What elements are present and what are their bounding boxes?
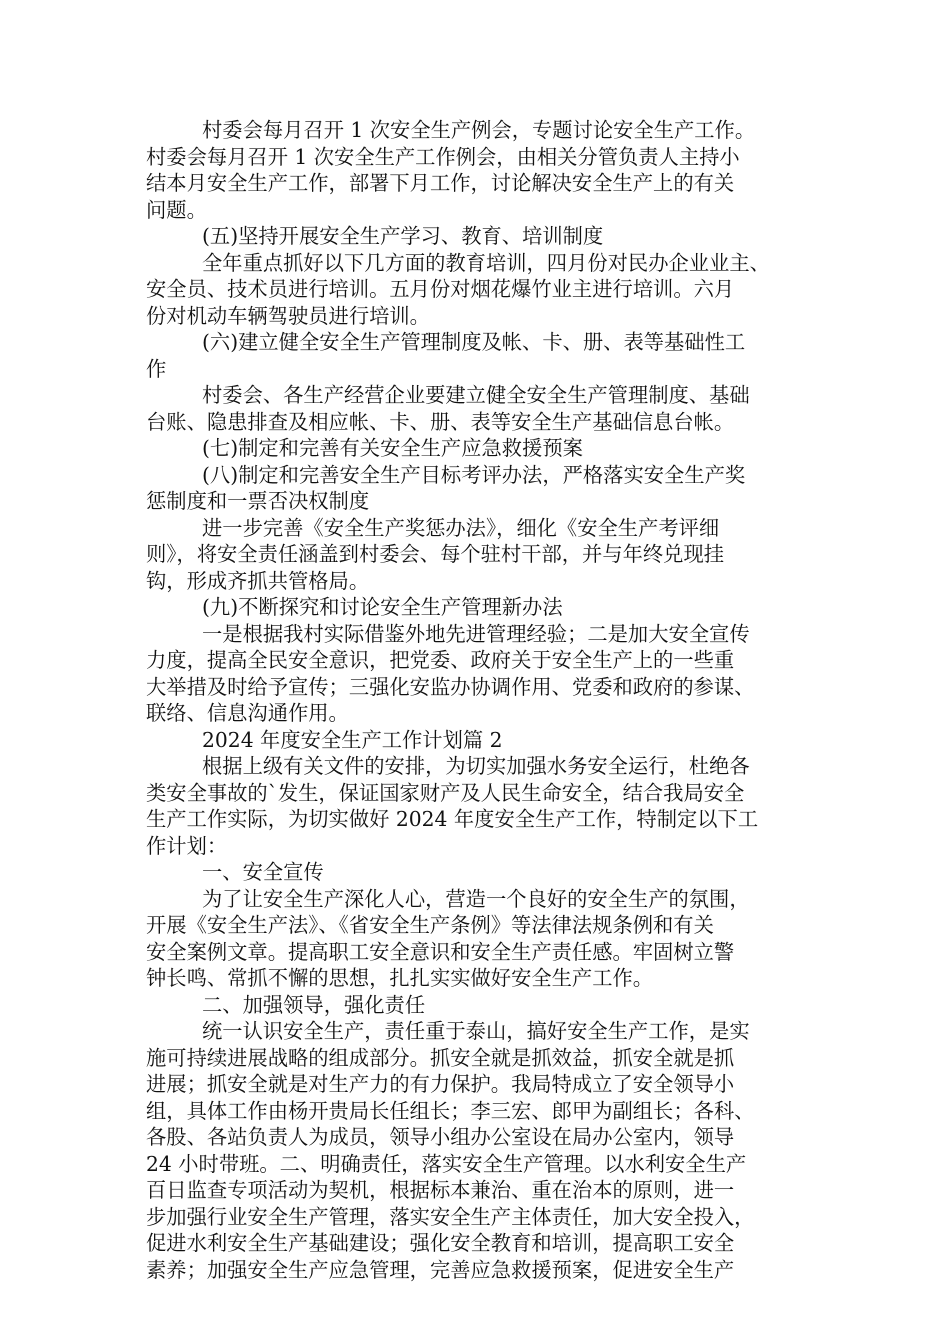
text-line: 作 — [146, 356, 167, 381]
text-line: 作计划： — [146, 833, 228, 858]
text-line: 一、安全宣传 — [202, 860, 324, 884]
text-line: 惩制度和一票否决权制度 — [146, 489, 370, 513]
text-line: 施可持续进展战略的组成部分。抓安全就是抓效益，抓安全就是抓 — [146, 1045, 735, 1070]
text-line: 村委会、各生产经营企业要建立健全安全生产管理制度、基础 — [202, 383, 750, 407]
text-line: 二、加强领导，强化责任 — [202, 992, 426, 1017]
text-line: 进展；抓安全就是对生产力的有力保护。我局特成立了安全领导小 — [146, 1072, 735, 1096]
text-line: 为了让安全生产深化人心，营造一个良好的安全生产的氛围， — [202, 886, 750, 911]
text-line: 安全员、技术员进行培训。五月份对烟花爆竹业主进行培训。六月 — [146, 277, 735, 301]
text-line: 2024 年度安全生产工作计划篇 2 — [202, 727, 503, 752]
text-line: 素养；加强安全生产应急管理，完善应急救援预案，促进安全生产 — [146, 1257, 735, 1282]
text-line: 开展《安全生产法》、《省安全生产条例》等法律法规条例和有关 — [146, 913, 714, 937]
text-line: 台账、隐患排查及相应帐、卡、册、表等安全生产基础信息台帐。 — [146, 409, 735, 434]
text-line: 份对机动车辆驾驶员进行培训。 — [146, 303, 430, 328]
text-line: 问题。 — [146, 197, 207, 222]
text-line: 统一认识安全生产，责任重于泰山，搞好安全生产工作，是实 — [202, 1019, 750, 1043]
text-line: 进一步完善《安全生产奖惩办法》，细化《安全生产考评细 — [202, 515, 720, 540]
text-line: (五)坚持开展安全生产学习、教育、培训制度 — [202, 224, 604, 248]
text-line: 则》，将安全责任涵盖到村委会、每个驻村干部，并与年终兑现挂 — [146, 542, 725, 566]
text-line: (八)制定和完善安全生产目标考评办法，严格落实安全生产奖 — [202, 462, 746, 487]
text-line: (六)建立健全安全生产管理制度及帐、卡、册、表等基础性工 — [202, 330, 746, 354]
text-line: 各股、各站负责人为成员，领导小组办公室设在局办公室内，领导 — [146, 1125, 735, 1149]
text-line: 根据上级有关文件的安排，为切实加强水务安全运行，杜绝各 — [202, 754, 750, 778]
text-line: 村委会每月召开 1 次安全生产工作例会，由相关分管负责人主持小 — [146, 144, 740, 169]
text-line: 生产工作实际，为切实做好 2024 年度安全生产工作，特制定以下工 — [146, 807, 759, 831]
document-body-text — [146, 117, 822, 1283]
text-line: 力度，提高全民安全意识，把党委、政府关于安全生产上的一些重 — [146, 648, 735, 672]
text-line: 大举措及时给予宣传；三强化安监办协调作用、党委和政府的参谋、 — [146, 674, 755, 699]
text-line: 安全案例文章。提高职工安全意识和安全生产责任感。牢固树立警 — [146, 939, 735, 964]
text-line: (七)制定和完善有关安全生产应急救援预案 — [202, 436, 583, 460]
text-line: (九)不断探究和讨论安全生产管理新办法 — [202, 595, 563, 619]
text-line: 类安全事故的`发生，保证国家财产及人民生命安全，结合我局安全 — [146, 780, 745, 805]
text-line: 钟长鸣、常抓不懈的思想，扎扎实实做好安全生产工作。 — [146, 966, 654, 990]
text-line: 步加强行业安全生产管理，落实安全生产主体责任，加大安全投入， — [146, 1204, 755, 1229]
text-line: 联络、信息沟通作用。 — [146, 701, 349, 725]
text-line: 村委会每月召开 1 次安全生产例会，专题讨论安全生产工作。 — [202, 118, 756, 142]
text-line: 结本月安全生产工作，部署下月工作，讨论解决安全生产上的有关 — [146, 171, 735, 195]
text-line: 百日监查专项活动为契机，根据标本兼治、重在治本的原则，进一 — [146, 1178, 735, 1202]
text-line: 钩，形成齐抓共管格局。 — [146, 568, 370, 593]
text-line: 促进水利安全生产基础建设；强化安全教育和培训，提高职工安全 — [146, 1231, 735, 1255]
text-line: 24 小时带班。二、明确责任，落实安全生产管理。以水利安全生产 — [146, 1151, 747, 1176]
text-line: 一是根据我村实际借鉴外地先进管理经验；二是加大安全宣传 — [202, 621, 750, 646]
text-line: 组，具体工作由杨开贵局长任组长；李三宏、郎甲为副组长；各科、 — [146, 1098, 755, 1123]
text-line: 全年重点抓好以下几方面的教育培训，四月份对民办企业业主、 — [202, 250, 770, 275]
